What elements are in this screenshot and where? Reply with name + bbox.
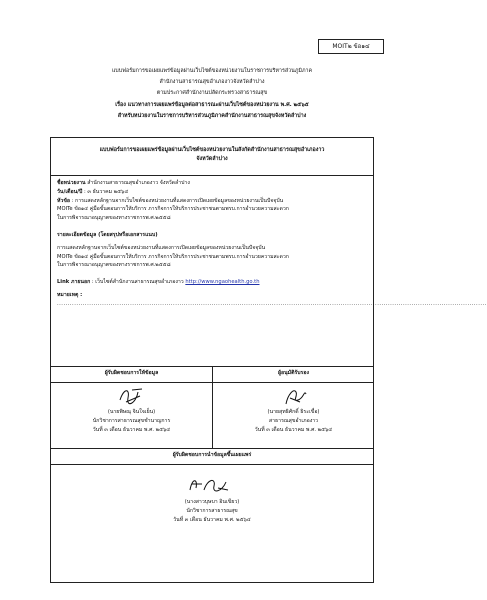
box-title-line-1: แบบฟอร์มการขอเผยแพร่ข้อมูลผ่านเว็บไซต์ของหน่วยงานในสังกัดสำนักงานสาธารณสุขอำเภองาว xyxy=(99,147,325,153)
form-frame xyxy=(50,137,487,583)
box-title-line-2: จังหวัดลำปาง xyxy=(196,156,228,162)
unit-label: ชื่อหน่วยงาน xyxy=(57,180,86,186)
bottom-signer-date: วันที่ ๓ เดือน ธันวาคม พ.ศ. ๒๕๖๔ xyxy=(173,517,251,523)
bottom-signer-header xyxy=(51,451,373,460)
left-signer-header xyxy=(51,369,212,378)
right-signer-header xyxy=(213,369,374,378)
summary-label: รายละเอียดข้อมูล (โดยสรุปหรือเอกสารแนบ) xyxy=(57,231,158,238)
right-signer-position: สาธารณสุขอำเภองาว xyxy=(268,418,319,424)
heading-line-3: ตามประกาศสำนักงานปลัดกระทรวงสาธารณสุข xyxy=(156,90,268,97)
left-signer-name: (นายพิษณุ จินใจเย็น) xyxy=(107,409,156,415)
form-code: MOIT๒ ข้อ๑๔ xyxy=(332,43,370,50)
summary-line-2: MOITe ข้อ๑๔ คู่มือขั้นตอนการให้บริการ ภารกิจการให้บริการประชาชนตามพรบ.การอำนวยความสะดวก xyxy=(57,253,289,260)
left-signer-position: นักวิชาการสาธารณสุขชำนาญการ xyxy=(92,418,171,424)
unit-value: สำนักงานสาธารณสุขอำเภองาว จังหวัดลำปาง xyxy=(87,180,190,186)
remark-dots: ........................................................................................................................................................................................................ xyxy=(57,300,487,307)
summary-line-3: ในการพิจารณาอนุญาตของทางราชการพ.ศ.๒๕๕๘ xyxy=(57,262,171,269)
form-details xyxy=(57,179,487,309)
right-signer-name: (นายสุทธิศักดิ์ ธิระเขื่อ) xyxy=(267,409,320,415)
topic-label: หัวข้อ xyxy=(57,197,70,204)
bottom-signer-position: นักวิชาการสาธารณสุข xyxy=(186,508,238,514)
bottom-header-divider xyxy=(51,464,373,465)
heading-line-2: สำนักงานสาธารณสุขอำเภองาวจังหวัดลำปาง xyxy=(159,79,265,86)
form-code-box xyxy=(318,39,384,54)
bottom-signer-block xyxy=(51,472,373,525)
website-link[interactable]: http://www.ngaohealth.go.th xyxy=(185,279,260,286)
remark-label: หมายเหตุ : xyxy=(57,291,83,298)
left-signer-title: ผู้รับผิดชอบการให้ข้อมูล xyxy=(104,370,159,376)
right-signer-block xyxy=(213,384,374,435)
bottom-signature-image xyxy=(182,472,242,498)
signature-header-divider xyxy=(51,382,373,383)
bottom-signer-name: (นางสาวบุษบา อินเขียว) xyxy=(184,499,240,505)
topic-line-1: : การแสดงหลักฐานจากเว็บไซต์ของหน่วยงานที่แสดงการเปิดเผยข้อมูลของหน่วยงานเป็นปัจจุบัน xyxy=(71,197,284,204)
box-title xyxy=(51,138,373,176)
date-label: วัน/เดือน/ปี xyxy=(57,188,83,195)
topic-line-3: ในการพิจารณาอนุญาตของทางราชการพ.ศ.๒๕๕๘ xyxy=(57,215,171,222)
topic-line-2: MOITe ข้อ๑๔ คู่มือขั้นตอนการให้บริการ ภารกิจการให้บริการประชาชนตามพรบ.การอำนวยความสะดวก xyxy=(57,206,289,213)
signature-middle-divider xyxy=(51,448,373,449)
left-signer-date: วันที่ ๓ เดือน ธันวาคม พ.ศ. ๒๕๖๔ xyxy=(92,427,171,433)
heading-line-4: เรื่อง แนวทางการเผยแพร่ข้อมูลต่อสาธารณะผ่านเว็บไซต์ของหน่วยงาน พ.ศ. ๒๕๖๕ xyxy=(115,101,309,108)
left-signer-block xyxy=(51,384,212,435)
heading-line-1: แบบฟอร์มการขอเผยแพร่ข้อมูลผ่านเว็บไซต์ของหน่วยงานในราชการบริหารส่วนภูมิภาค xyxy=(111,68,313,74)
bottom-signer-title: ผู้รับผิดชอบการนำข้อมูลขึ้นเผยแพร่ xyxy=(172,452,252,458)
right-signer-date: วันที่ ๓ เดือน ธันวาคม พ.ศ. ๒๕๖๔ xyxy=(254,427,333,433)
document-heading xyxy=(40,66,384,122)
left-signature-image xyxy=(112,384,152,408)
heading-line-5: สำหรับหน่วยงานในราชการบริหารส่วนภูมิภาคสำนักงานสาธารณสุขจังหวัดลำปาง xyxy=(117,112,307,119)
link-label: Link ภายนอก xyxy=(57,279,91,286)
date-value: : ๓ ธันวาคม ๒๕๖๔ xyxy=(84,188,129,195)
right-signature-image xyxy=(274,384,314,408)
link-prefix: : เว็บไซต์สำนักงานสาธารณสุขอำเภองาว xyxy=(91,279,184,286)
summary-line-1: การแสดงหลักฐานจากเว็บไซต์ของหน่วยงานที่แสดงการเปิดเผยข้อมูลของหน่วยงานเป็นปัจจุบัน xyxy=(57,244,266,251)
right-signer-title: ผู้อนุมัติรับรอง xyxy=(277,370,309,376)
